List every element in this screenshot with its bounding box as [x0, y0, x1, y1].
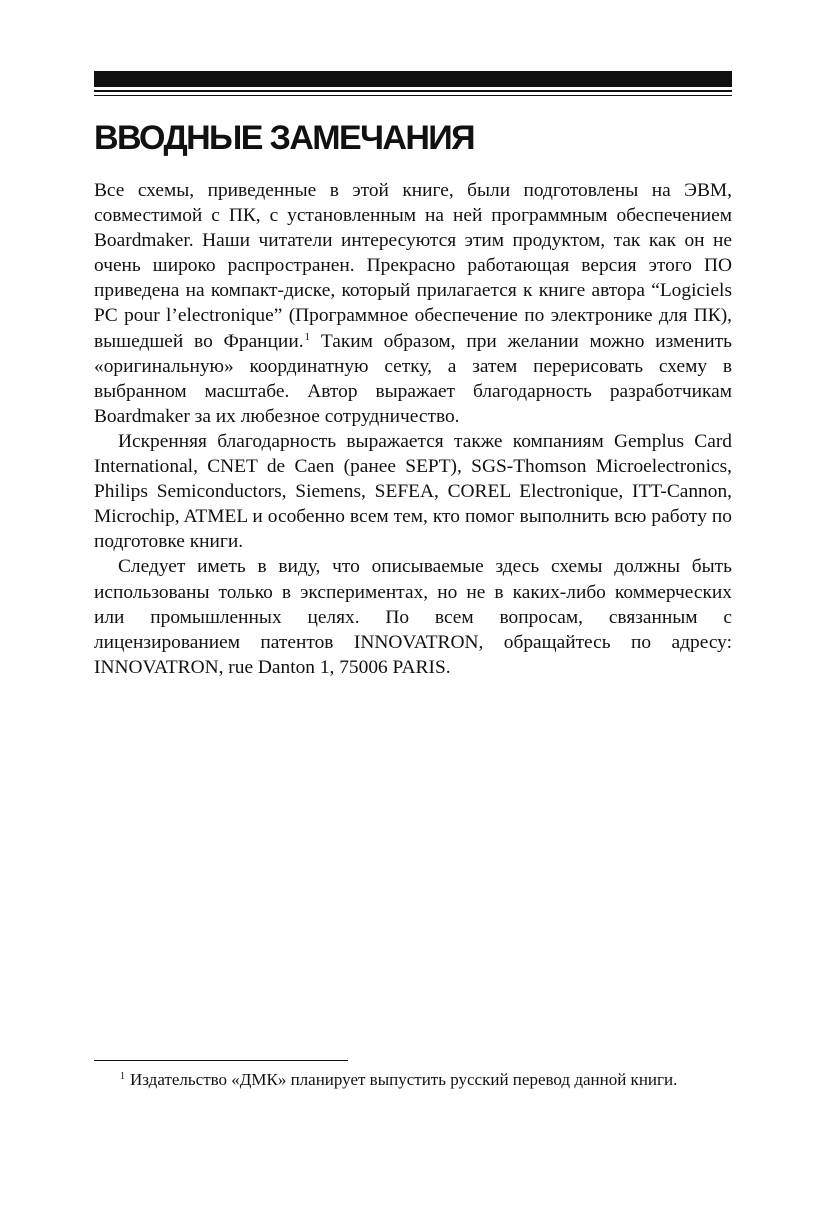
paragraph-1-text-start: Все схемы, приведенные в этой книге, были подготовлены на ЭВМ, совместимой с ПК, с установленным на ней программным обеспечением Boardmaker. Наши читатели интересуются этим продуктом, так как он не очень широко распространен. Прекрасно работающая версия этого ПО приведена на компакт-диске, который прилагается к книге автора “Logiciels PC pour l’electronique” (Программное обеспечение по электронике для ПК), вышедшей во Франции. [94, 180, 732, 352]
footnote [94, 1068, 732, 1092]
body-text [94, 178, 732, 680]
paragraph-2: Искренняя благодарность выражается также компаниям Gemplus Card International, CNET de Caen (ранее SEPT), SGS-Thomson Microelectronics, Philips Semiconductors, Siemens, SEFEA, COREL Electronique, ITT-Cannon, Microchip, ATMEL и особенно всем тем, кто помог выполнить всю работу по подготовке книги. [94, 430, 732, 553]
footnote-text: Издательство «ДМК» планирует выпустить русский перевод данной книги. [130, 1070, 678, 1089]
footnote-marker: 1 [120, 1071, 125, 1082]
chapter-heading: ВВОДНЫЕ ЗАМЕЧАНИЯ [94, 119, 474, 157]
footnote-separator [94, 1060, 348, 1061]
book-page [94, 0, 732, 1211]
header-rule-thin-lower [94, 95, 732, 96]
paragraph-1 [94, 178, 732, 429]
paragraph-1-text-end: Таким образом, при желании можно изменить «оригинальную» координатную сетку, а затем перерисовать схему в выбранном масштабе. Автор выражает благодарность разработчикам Boardmaker за их любезное сотрудничество. [94, 330, 733, 427]
header-rule-thick [94, 71, 732, 87]
paragraph-3: Следует иметь в виду, что описываемые здесь схемы должны быть использованы только в экспериментах, но не в каких-либо коммерческих или промышленных целях. По всем вопросам, связанным с лицензированием патентов INNOVATRON, обращайтесь по адресу: INNOVATRON, rue Danton 1, 75006 PARIS. [94, 556, 732, 678]
header-rule-thin-upper [94, 90, 732, 92]
footnote-reference: 1 [304, 330, 311, 343]
